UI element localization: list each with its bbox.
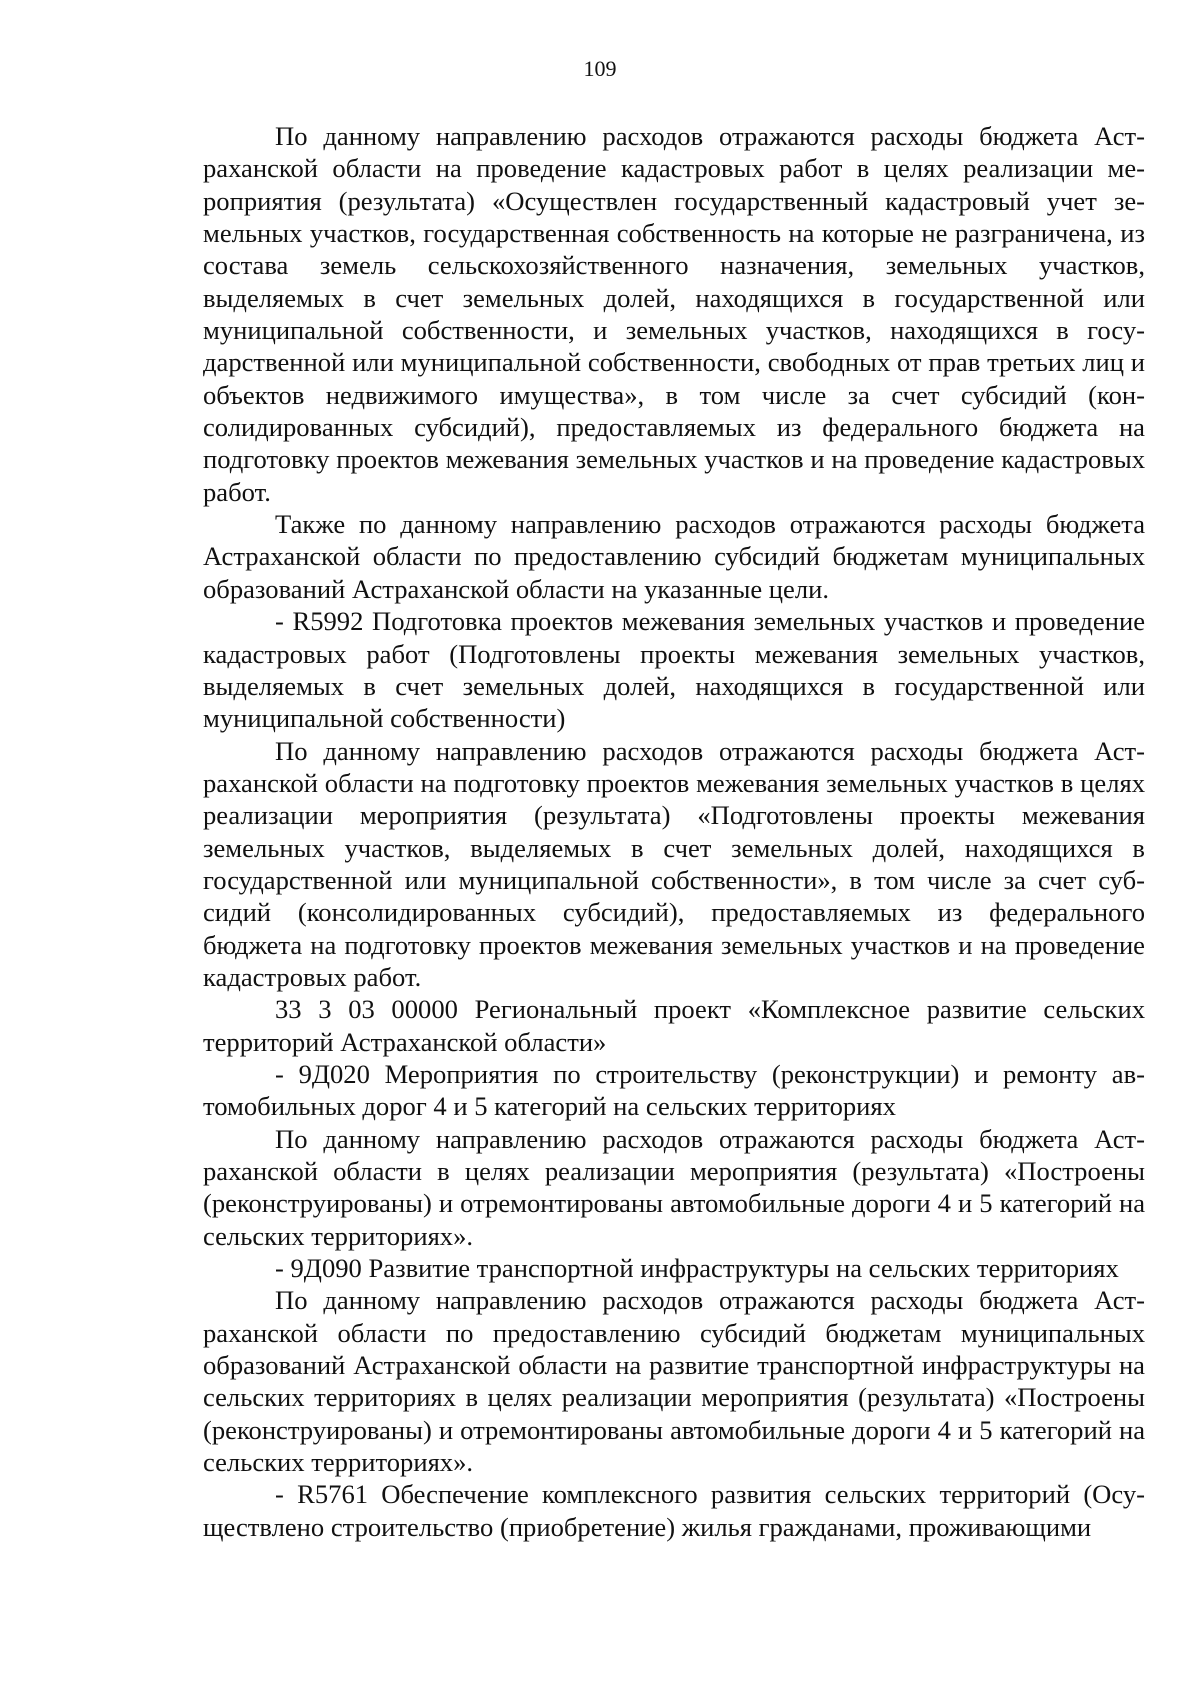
item-r5992: - R5992 Подготовка проектов межевания земельных участков и проведение кадастровых работ (Подготовлены проекты межевания земельных участков, выделяемых в счет земельных долей, находящихся в государственной или муниципальной собственности): [203, 606, 1145, 734]
item-9d090: - 9Д090 Развитие транспортной инфраструктуры на сельских территориях: [275, 1253, 1119, 1284]
item-9d020: - 9Д020 Мероприятия по строительству (реконструкции) и ремонту автомобильных дорог 4 и 5 категорий на сельских территориях: [203, 1058, 1145, 1122]
paragraph-municipal-subsidies: Также по данному направлению расходов отражаются расходы бюджета Астраханской области по предоставлению субсидий бюджетам муниципальных образований Астраханской области на указанные цели.: [203, 509, 1145, 604]
paragraph-roads-repair: По данному направлению расходов отражаются расходы бюджета Астраханской области в целях реализации мероприятия (результата) «Построены (реконструированы) и отремонтированы автомобильные дороги 4 и 5 категорий на сельских территориях».: [203, 1123, 1145, 1251]
paragraph-cadastral-works: По данному направлению расходов отражаются расходы бюджета Астраханской области на проведение кадастровых работ в целях реализации мероприятия (результата) «Осуществлен государственный кадастровый учет земельных участков, государственная собственность на которые не разграничена, из состава земель сельскохозяйственного назначения, земельных участков, выделяемых в счет земельных долей, находящихся в государственной или муниципальной собственности, и земельных участков, находящихся в государственной или муниципальной собственности, свободных от прав третьих лиц и объектов недвижимого имущества», в том числе за счет субсидий (консолидированных субсидий), предоставляемых из федерального бюджета на подготовку проектов межевания земельных участков и на проведение кадастровых работ.: [203, 121, 1145, 507]
paragraph-transport-infrastructure: По данному направлению расходов отражаются расходы бюджета Астраханской области по предоставлению субсидий бюджетам муниципальных образований Астраханской области на развитие транспортной инфраструктуры на сельских территориях в целях реализации мероприятия (результата) «Построены (реконструированы) и отремонтированы автомобильные дороги 4 и 5 категорий на сельских территориях».: [203, 1285, 1145, 1478]
heading-regional-project: 33 3 03 00000 Региональный проект «Комплексное развитие сельских территорий Астраханской области»: [203, 994, 1145, 1057]
page-number: 109: [583, 56, 617, 81]
document-body: [203, 120, 1145, 1543]
item-r5761: - R5761 Обеспечение комплексного развития сельских территорий (Осуществлено строительство (приобретение) жилья гражданами, проживающими: [203, 1479, 1145, 1542]
paragraph-land-survey-projects: По данному направлению расходов отражаются расходы бюджета Астраханской области на подготовку проектов межевания земельных участков в целях реализации мероприятия (результата) «Подготовлены проекты межевания земельных участков, выделяемых в счет земельных долей, находящихся в государственной или муниципальной собственности», в том числе за счет субсидий (консолидированных субсидий), предоставляемых из федерального бюджета на подготовку проектов межевания земельных участков и на проведение кадастровых работ.: [203, 735, 1145, 992]
